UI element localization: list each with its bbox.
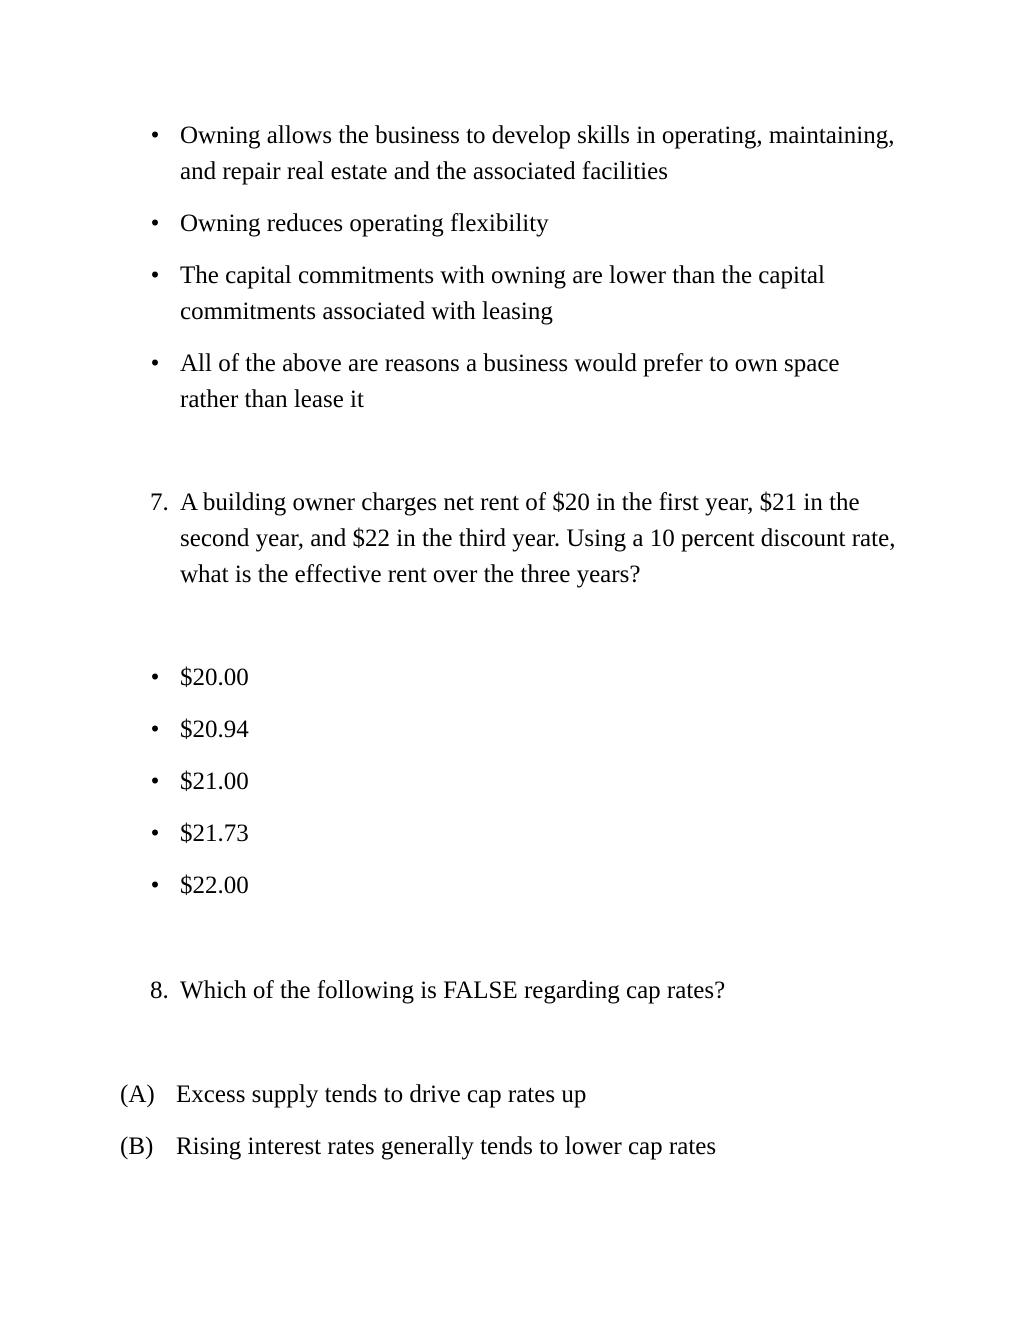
answer-option-text: $20.00 bbox=[180, 664, 249, 691]
question-number: 8. bbox=[150, 977, 169, 1004]
bullet-icon: • bbox=[150, 122, 160, 149]
list-item bbox=[150, 118, 900, 190]
list-item bbox=[150, 206, 900, 242]
bullet-icon: • bbox=[150, 820, 160, 847]
list-item-text: Owning reduces operating flexibility bbox=[180, 210, 549, 237]
answer-option-text: $22.00 bbox=[180, 872, 249, 899]
question-text: A building owner charges net rent of $20 in the first year, $21 in the second year, and $22 in the third year. Using a 10 percent discount rate, what is the effective rent over the three years? bbox=[180, 489, 896, 588]
bullet-icon: • bbox=[150, 350, 160, 377]
bullet-icon: • bbox=[150, 210, 160, 237]
answer-option-text: Excess supply tends to drive cap rates up bbox=[176, 1081, 587, 1108]
list-item-text: Owning allows the business to develop skills in operating, maintaining, and repair real estate and the associated facilities bbox=[180, 122, 895, 185]
answer-option-text: $21.00 bbox=[180, 768, 249, 795]
bullet-icon: • bbox=[150, 262, 160, 289]
answer-option-text: $21.73 bbox=[180, 820, 249, 847]
option-letter: (A) bbox=[120, 1081, 155, 1108]
list-item-text: All of the above are reasons a business would prefer to own space rather than lease it bbox=[180, 350, 840, 413]
answer-option bbox=[120, 1077, 920, 1113]
bullet-icon: • bbox=[150, 716, 160, 743]
list-item-text: The capital commitments with owning are lower than the capital commitments associated with leasing bbox=[180, 262, 825, 325]
question-text: Which of the following is FALSE regarding cap rates? bbox=[180, 977, 726, 1004]
list-item bbox=[150, 346, 900, 418]
bullet-icon: • bbox=[150, 872, 160, 899]
question-8 bbox=[150, 973, 900, 1009]
answer-option-text: $20.94 bbox=[180, 716, 249, 743]
list-item bbox=[150, 258, 900, 330]
answer-option bbox=[150, 660, 900, 696]
bullet-icon: • bbox=[150, 664, 160, 691]
answer-option bbox=[150, 868, 900, 904]
answer-option bbox=[150, 816, 900, 852]
bullet-icon: • bbox=[150, 768, 160, 795]
question-7 bbox=[150, 485, 900, 593]
answer-option bbox=[150, 764, 900, 800]
answer-option bbox=[150, 712, 900, 748]
question-number: 7. bbox=[150, 489, 169, 516]
answer-option-text: Rising interest rates generally tends to lower cap rates bbox=[176, 1133, 717, 1160]
answer-option bbox=[120, 1129, 920, 1165]
option-letter: (B) bbox=[120, 1133, 154, 1160]
